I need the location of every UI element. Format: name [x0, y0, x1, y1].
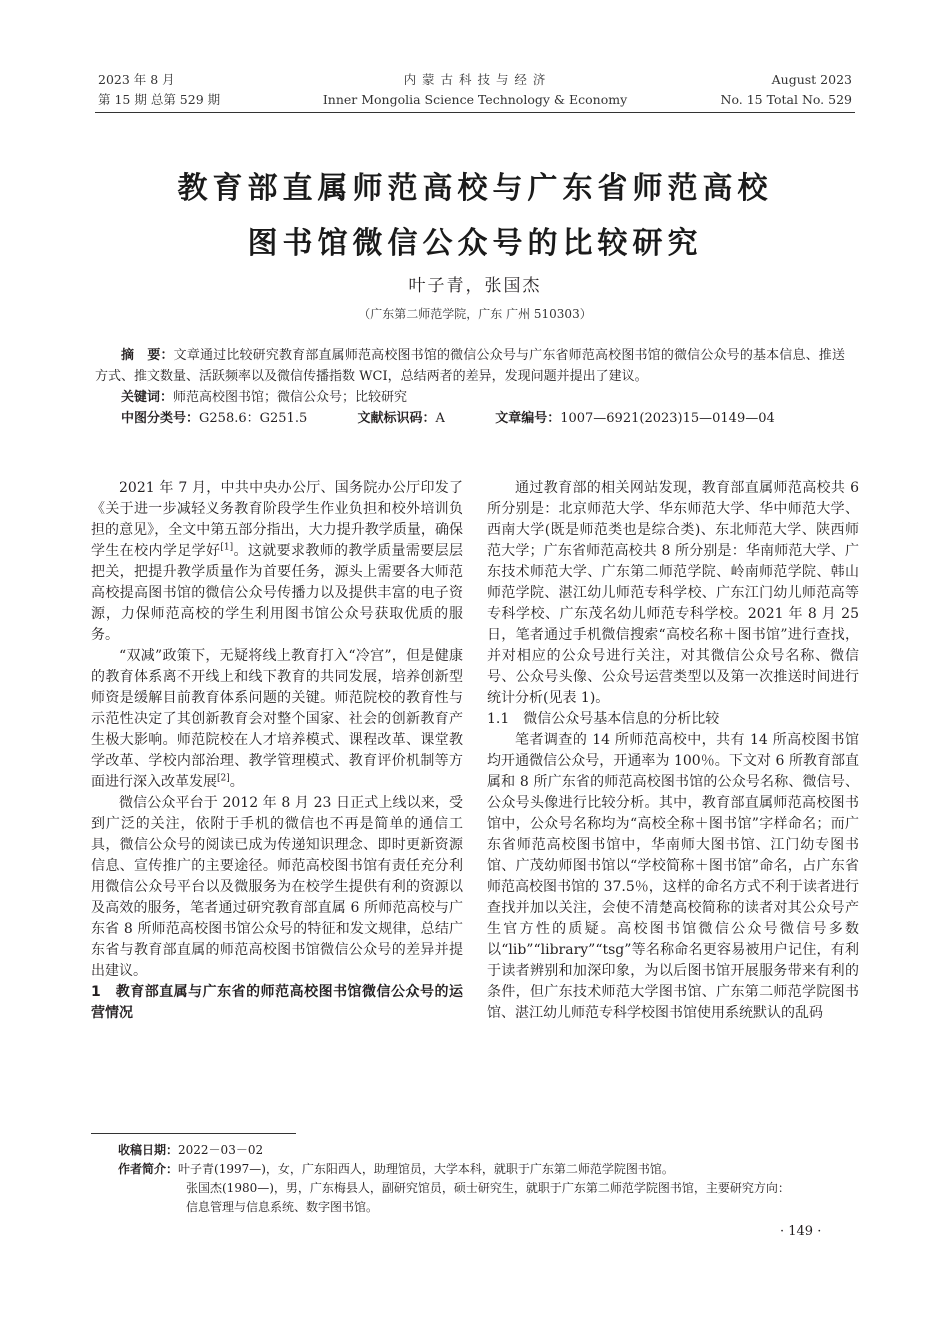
article-title-line2: 图书馆微信公众号的比较研究	[247, 226, 703, 261]
abstract-label: 摘 要：	[121, 348, 174, 363]
header-left	[98, 70, 220, 110]
doc-code-label: 文献标识码：	[357, 411, 436, 426]
section-heading-1: 1 教育部直属与广东省的师范高校图书馆微信公众号的运营情况	[91, 984, 463, 1021]
body-paragraph: 微信公众平台于 2012 年 8 月 23 日正式上线以来，受到广泛的关注，依附于手机的微信也不再是简单的通信工具，微信公众号的阅读已成为传递知识理念、即时更新资源信息、宣传推广的主要途径。师范高校图书馆有责任充分利用微信公众号平台以及微服务为在校学生提供有利的资源以及高效的服务，笔者通过研究教育部直属 6 所师范高校与广东省 8 所师范高校图书馆公众号的特征和发文规律，总结广东省与教育部直属的师范高校图书馆微信公众号的差异并提出建议。	[91, 795, 463, 979]
article-number: 1007—6921(2023)15—0149—04	[560, 411, 775, 426]
paragraph-text: “双减”政策下，无疑将线上教育打入“冷宫”，但是健康的教育体系离不开线上和线下教育的共同发展，培养创新型师资是缓解目前教育体系问题的关键。师范院校的教育性与示范性决定了其创新教育会对整个国家、社会的创新教育产生极大影响。师范院校在人才培养模式、课程改革、课堂教学改革、学校内部治理、教学管理模式、教育评价机制等方面进行深入改革发展	[91, 648, 463, 790]
body-paragraph: 通过教育部的相关网站发现，教育部直属师范高校共 6 所分别是：北京师范大学、华东师范大学、华中师范大学、西南大学(既是师范类也是综合类)、东北师范大学、陕西师范大学；广东省师范高校共 8 所分别是：华南师范大学、广东技术师范大学、广东第二师范学院、岭南师范学院、韩山师范学院、湛江幼儿师范专科学校、广东江门幼儿师范高等专科学校、广东茂名幼儿师范专科学校。2021 年 8 月 25 日，笔者通过手机微信搜索“高校名称＋图书馆”进行查找，并对相应的公众号进行关注，对其微信公众号名称、微信号、公众号头像、公众号运营类型以及第一次推送时间进行统计分析(见表 1)。	[487, 480, 859, 706]
affiliation: （广东第二师范学院，广东 广州 510303）	[358, 307, 592, 321]
page-number: · 149 ·	[780, 1224, 822, 1239]
section-heading-1-1: 1.1 微信公众号基本信息的分析比较	[487, 711, 720, 727]
paragraph-text: 2021 年 7 月，中共中央办公厅、国务院办公厅印发了《关于进一步减轻义务教育阶段学生作业负担和校外培训负担的意见》，全文中第五部分指出，大力提升教学质量，确保学生在校内学足学好	[91, 480, 463, 559]
doc-code: A	[435, 411, 445, 426]
header-issue: 第 15 期 总第 529 期	[98, 92, 221, 107]
author-bio-2: 张国杰(1980—)，男，广东梅县人，副研究馆员，硕士研究生，就职于广东第二师范学院图书馆，主要研究方向：	[186, 1181, 790, 1195]
authors: 叶子青，张国杰	[408, 276, 542, 296]
article-title-line1: 教育部直属师范高校与广东省师范高校	[177, 171, 773, 206]
journal-title-en: Inner Mongolia Science Technology & Economy	[322, 92, 628, 107]
header-rule	[95, 112, 855, 113]
received-date: 2022－03－02	[178, 1143, 264, 1157]
body-right-column	[487, 478, 859, 1024]
header-date: 2023 年 8 月	[98, 72, 175, 87]
paragraph-text: 。	[229, 774, 244, 790]
journal-title-cn: 内 蒙 古 科 技 与 经 济	[403, 72, 547, 87]
footnote	[118, 1141, 858, 1217]
body-left-column	[91, 478, 463, 1024]
header-date-en: August 2023	[771, 72, 852, 87]
paragraph-text: 。这就要求教师的教学质量需要层层把关，把提升教学质量作为首要任务，源头上需要各大师范高校提高图书馆的微信公众号传播力以及提供丰富的电子资源，力保师范高校的学生利用图书馆公众号获取优质的服务。	[91, 543, 464, 643]
clc-label: 中图分类号：	[121, 411, 200, 426]
body-paragraph	[91, 478, 463, 646]
abstract	[95, 345, 845, 429]
clc-number: G258.6：G251.5	[199, 411, 308, 426]
received-label: 收稿日期：	[118, 1143, 179, 1157]
author-bio-3: 信息管理与信息系统、数字图书馆。	[186, 1200, 379, 1214]
body-paragraph: 笔者调查的 14 所师范高校中，共有 14 所高校图书馆均开通微信公众号，开通率为 100％。下文对 6 所教育部直属和 8 所广东省的师范高校图书馆的公众号名称、微信号、公众号头像进行比较分析。其中，教育部直属师范高校图书馆中，公众号名称均为“高校全称＋图书馆”字样命名；而广东省师范高校图书馆中，华南师大图书馆、江门幼专图书馆、广茂幼师图书馆以“学校简称＋图书馆”命名，占广东省师范高校图书馆的 37.5％，这样的命名方式不利于读者进行查找并加以关注，会使不清楚高校简称的读者对其公众号产生官方性的质疑。高校图书馆微信公众号微信号多数以“lib”“library”“tsg”等名称命名更容易被用户记住，有利于读者辨别和加深印象，为以后图书馆开展服务带来有利的条件，但广东技术师范大学图书馆、广东第二师范学院图书馆、湛江幼儿师范专科学校图书馆使用系统默认的乱码	[487, 732, 859, 1021]
keywords-label: 关键词：	[121, 390, 174, 405]
body-paragraph	[91, 646, 463, 793]
citation-ref: [1]	[220, 542, 234, 553]
header-right	[600, 70, 852, 110]
citation-ref: [2]	[217, 773, 230, 784]
footnote-rule	[91, 1133, 296, 1134]
bio-label: 作者简介：	[118, 1162, 179, 1176]
abstract-text: 文章通过比较研究教育部直属师范高校图书馆的微信公众号与广东省师范高校图书馆的微信公众号的基本信息、推送方式、推文数量、活跃频率以及微信传播指数 WCI，总结两者的差异，发现问题并提出了建议。	[95, 348, 845, 384]
article-no-label: 文章编号：	[495, 411, 561, 426]
keywords: 师范高校图书馆；微信公众号；比较研究	[173, 390, 408, 405]
author-bio-1: 叶子青(1997—)，女，广东阳西人，助理馆员，大学本科，就职于广东第二师范学院图书馆。	[178, 1162, 674, 1176]
header-issue-en: No. 15 Total No. 529	[720, 92, 852, 107]
